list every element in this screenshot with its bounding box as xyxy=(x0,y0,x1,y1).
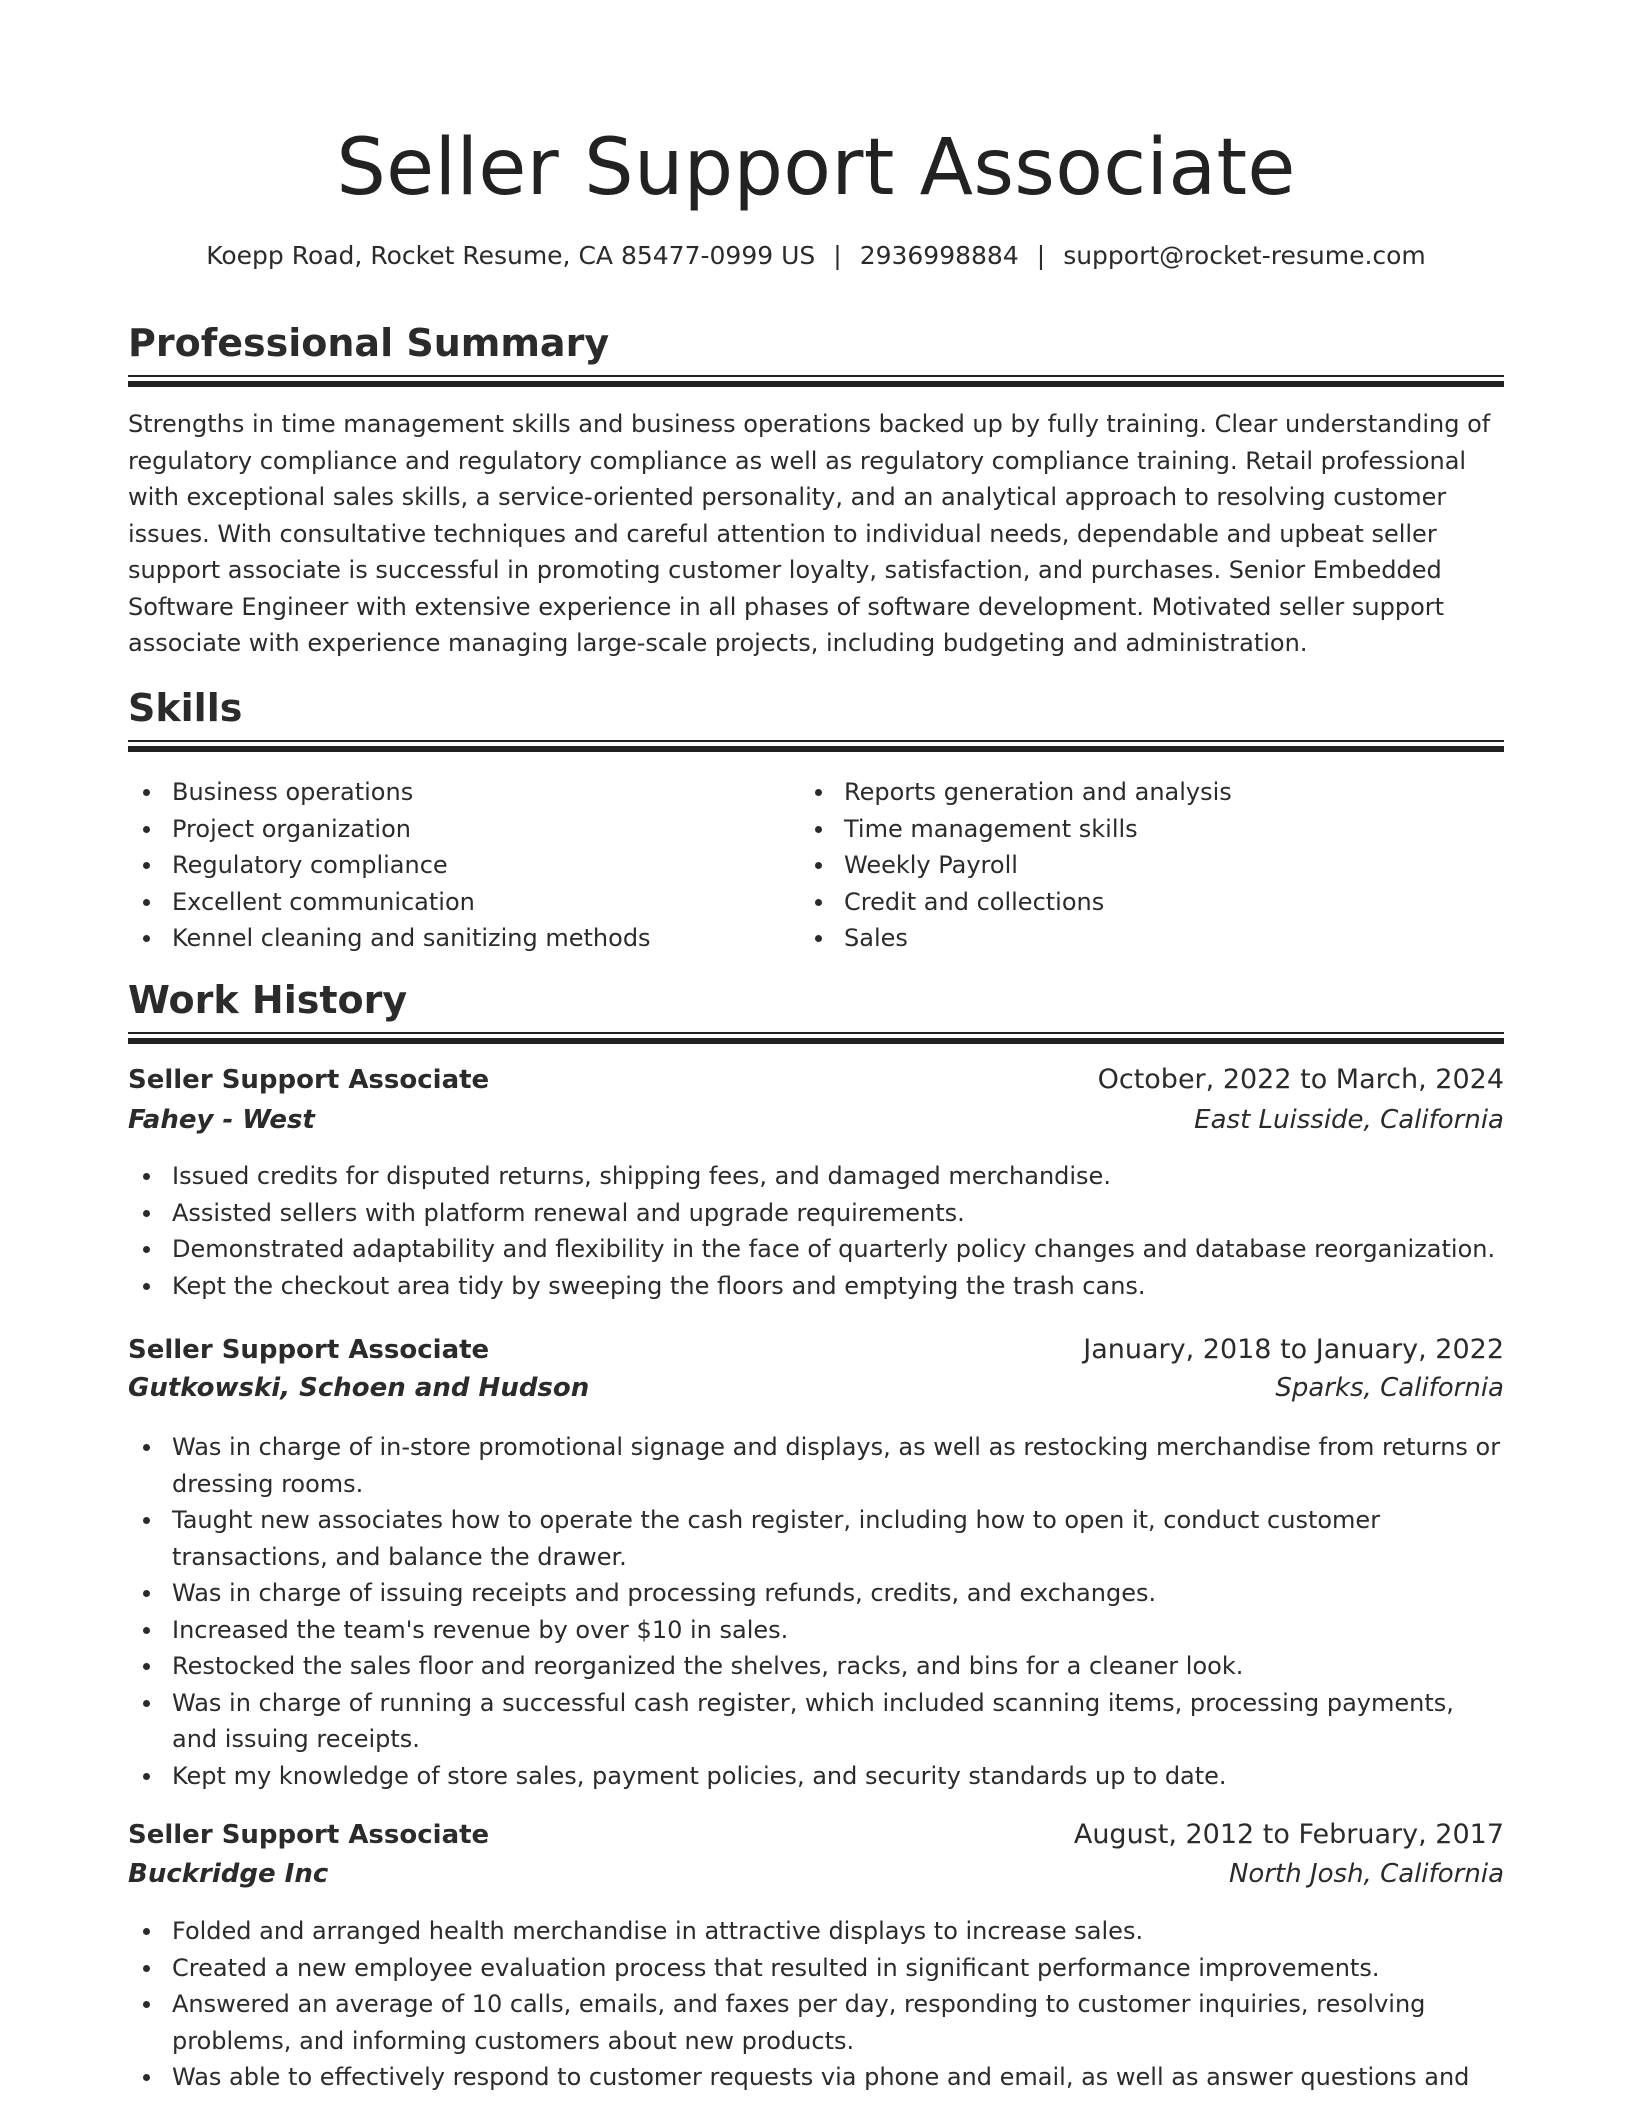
job-bullet: Was in charge of in-store promotional signage and displays, as well as restocking merchandise from returns or dressing rooms. xyxy=(128,1429,1504,1502)
contact-email: support@rocket-resume.com xyxy=(1063,241,1426,270)
job-header xyxy=(128,1815,1504,1855)
job-bullet: Issued credits for disputed returns, shipping fees, and damaged merchandise. xyxy=(128,1158,1504,1195)
job-bullet: Was in charge of issuing receipts and processing refunds, credits, and exchanges. xyxy=(128,1575,1504,1612)
job-location: North Josh, California xyxy=(1228,1859,1504,1889)
skills-list-left xyxy=(128,774,788,957)
job-subheader xyxy=(128,1100,1504,1140)
job-header xyxy=(128,1330,1504,1370)
job-dates: January, 2018 to January, 2022 xyxy=(1083,1334,1504,1365)
contact-line xyxy=(128,238,1504,274)
section-divider xyxy=(128,375,1504,387)
skill-item: Credit and collections xyxy=(800,884,1460,921)
job-location: Sparks, California xyxy=(1275,1373,1504,1403)
candidate-name: Seller Support Associate xyxy=(336,123,1296,213)
job-bullets xyxy=(128,1158,1504,1304)
job-dates: October, 2022 to March, 2024 xyxy=(1097,1064,1504,1095)
job-bullet: Answered an average of 10 calls, emails, and faxes per day, responding to customer inquiries, resolving problems, and informing customers about new products. xyxy=(128,1986,1504,2059)
job-bullet: Kept the checkout area tidy by sweeping the floors and emptying the trash cans. xyxy=(128,1268,1504,1305)
skill-item: Business operations xyxy=(128,774,788,811)
job-bullet: Was in charge of running a successful cash register, which included scanning items, processing payments, and issuing receipts. xyxy=(128,1685,1504,1758)
job-bullet: Assisted sellers with platform renewal and upgrade requirements. xyxy=(128,1195,1504,1232)
job-title: Seller Support Associate xyxy=(128,1065,490,1095)
job-bullet: Taught new associates how to operate the cash register, including how to open it, conduct customer transactions, and balance the drawer. xyxy=(128,1502,1504,1575)
skill-item: Regulatory compliance xyxy=(128,847,788,884)
job-location: East Luisside, California xyxy=(1194,1105,1504,1135)
skill-item: Sales xyxy=(800,920,1460,957)
job-title: Seller Support Associate xyxy=(128,1335,490,1365)
summary-text: Strengths in time management skills and business operations backed up by fully training. Clear understanding of regulatory compliance and regulatory compliance as well as regulatory compliance training. Retail professional with exceptional sales skills, a service-oriented personality, and an analytical approach to resolving customer issues. With consultative techniques and careful attention to individual needs, dependable and upbeat seller support associate is successful in promoting customer loyalty, satisfaction, and purchases. Senior Embedded Software Engineer with extensive experience in all phases of software development. Motivated seller support associate with experience managing large-scale projects, including budgeting and administration. xyxy=(128,410,1491,657)
contact-address: Koepp Road, Rocket Resume, CA 85477-0999 US xyxy=(206,241,816,270)
contact-separator: | xyxy=(833,241,842,270)
skill-item: Kennel cleaning and sanitizing methods xyxy=(128,920,788,957)
job-subheader xyxy=(128,1854,1504,1894)
job-bullet: Increased the team's revenue by over $10 in sales. xyxy=(128,1612,1504,1649)
section-title-skills: Skills xyxy=(128,686,243,730)
job-bullet: Created a new employee evaluation process that resulted in significant performance improvements. xyxy=(128,1950,1504,1987)
job-dates: August, 2012 to February, 2017 xyxy=(1073,1819,1504,1850)
skill-item: Time management skills xyxy=(800,811,1460,848)
job-title: Seller Support Associate xyxy=(128,1820,490,1850)
section-title-summary: Professional Summary xyxy=(128,321,610,365)
job-bullet: Kept my knowledge of store sales, payment policies, and security standards up to date. xyxy=(128,1758,1504,1795)
summary-section-heading xyxy=(128,318,1504,368)
job-bullets xyxy=(128,1429,1504,1794)
skill-item: Reports generation and analysis xyxy=(800,774,1460,811)
section-divider xyxy=(128,1032,1504,1044)
skills-section-heading xyxy=(128,683,1504,733)
job-header xyxy=(128,1060,1504,1100)
section-divider xyxy=(128,740,1504,752)
skill-item: Weekly Payroll xyxy=(800,847,1460,884)
job-subheader xyxy=(128,1368,1504,1408)
skills-list-right xyxy=(800,774,1460,957)
job-bullet: Folded and arranged health merchandise in attractive displays to increase sales. xyxy=(128,1913,1504,1950)
job-bullet: Demonstrated adaptability and flexibility in the face of quarterly policy changes and database reorganization. xyxy=(128,1231,1504,1268)
contact-separator: | xyxy=(1036,241,1046,270)
job-bullets xyxy=(128,1913,1504,2096)
skill-item: Excellent communication xyxy=(128,884,788,921)
job-company: Fahey - West xyxy=(128,1105,315,1135)
section-title-work-history: Work History xyxy=(128,978,408,1022)
job-bullet: Restocked the sales floor and reorganized the shelves, racks, and bins for a cleaner look. xyxy=(128,1648,1504,1685)
job-company: Buckridge Inc xyxy=(128,1859,329,1889)
job-company: Gutkowski, Schoen and Hudson xyxy=(128,1373,590,1403)
skill-item: Project organization xyxy=(128,811,788,848)
contact-phone: 2936998884 xyxy=(859,241,1019,270)
job-bullet: Was able to effectively respond to customer requests via phone and email, as well as answer questions and xyxy=(128,2059,1504,2096)
work-section-heading xyxy=(128,975,1504,1025)
